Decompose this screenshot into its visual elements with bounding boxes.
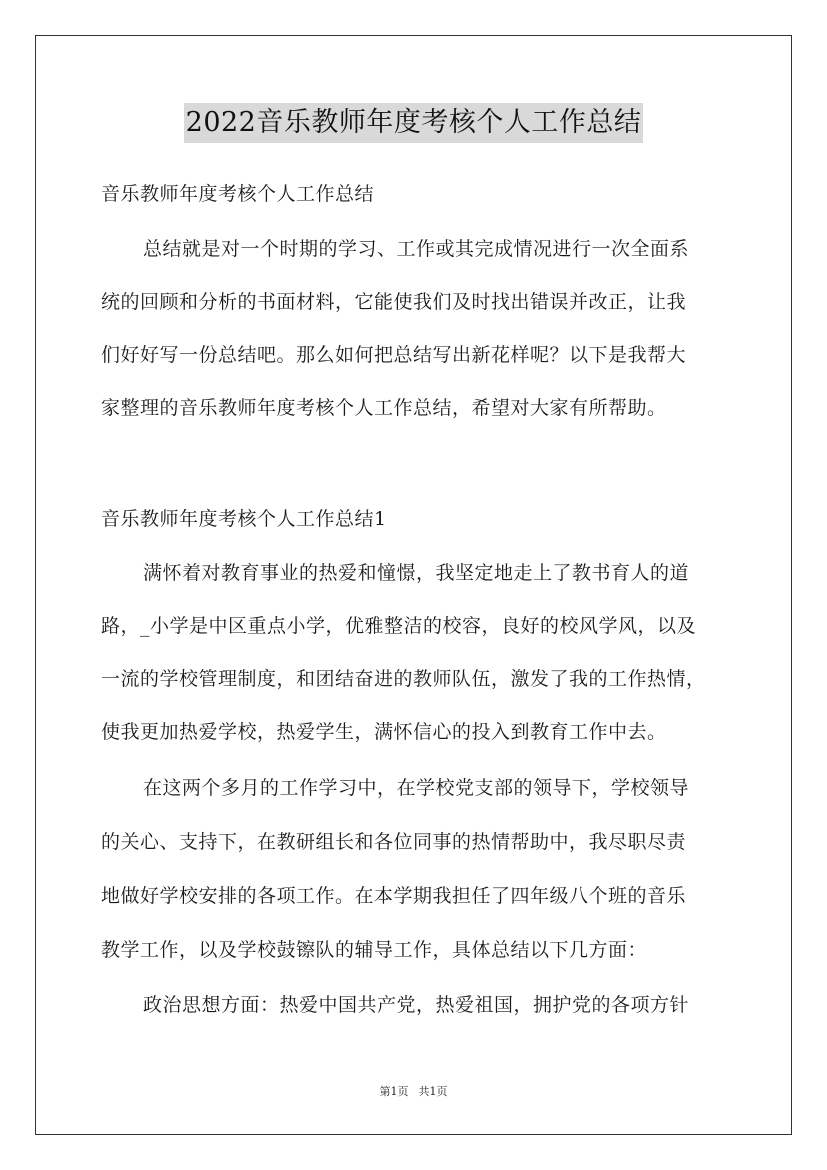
para1-line-4: 使我更加热爱学校，热爱学生，满怀信心的投入到教育工作中去。 xyxy=(101,721,667,743)
para2-line-2: 的关心、支持下，在教研组长和各位同事的热情帮助中，我尽职尽责 xyxy=(101,831,687,853)
para2-line-1: 在这两个多月的工作学习中，在学校党支部的领导下，学校领导 xyxy=(143,777,690,799)
intro-line-3: 们好好写一份总结吧。那么如何把总结写出新花样呢？以下是我帮大 xyxy=(101,344,687,366)
para1-line-1: 满怀着对教育事业的热爱和憧憬，我坚定地走上了教书育人的道 xyxy=(143,562,690,584)
intro-line-2: 统的回顾和分析的书面材料，它能使我们及时找出错误并改正，让我 xyxy=(101,291,687,313)
para1-line-3: 一流的学校管理制度，和团结奋进的教师队伍，激发了我的工作热情， xyxy=(101,668,706,690)
intro-line-1: 总结就是对一个时期的学习、工作或其完成情况进行一次全面系 xyxy=(143,238,690,260)
para2-line-3: 地做好学校安排的各项工作。在本学期我担任了四年级八个班的音乐 xyxy=(101,885,687,907)
intro-line-4: 家整理的音乐教师年度考核个人工作总结，希望对大家有所帮助。 xyxy=(101,397,667,419)
document-subtitle: 音乐教师年度考核个人工作总结 xyxy=(101,183,375,205)
para2-line-4: 教学工作，以及学校鼓镲队的辅导工作，具体总结以下几方面： xyxy=(101,939,648,961)
document-title: 2022音乐教师年度考核个人工作总结 xyxy=(184,103,644,143)
page-number: 第1页 xyxy=(379,1085,409,1098)
page-footer xyxy=(0,1084,827,1100)
para1-line-2: 路，_小学是中区重点小学，优雅整洁的校容，良好的校风学风，以及 xyxy=(101,615,697,637)
section-heading: 音乐教师年度考核个人工作总结1 xyxy=(101,508,387,530)
para3-line-1: 政治思想方面：热爱中国共产党，热爱祖国，拥护党的各项方针 xyxy=(143,994,690,1016)
page-total: 共1页 xyxy=(418,1085,448,1098)
title-container xyxy=(0,103,827,143)
